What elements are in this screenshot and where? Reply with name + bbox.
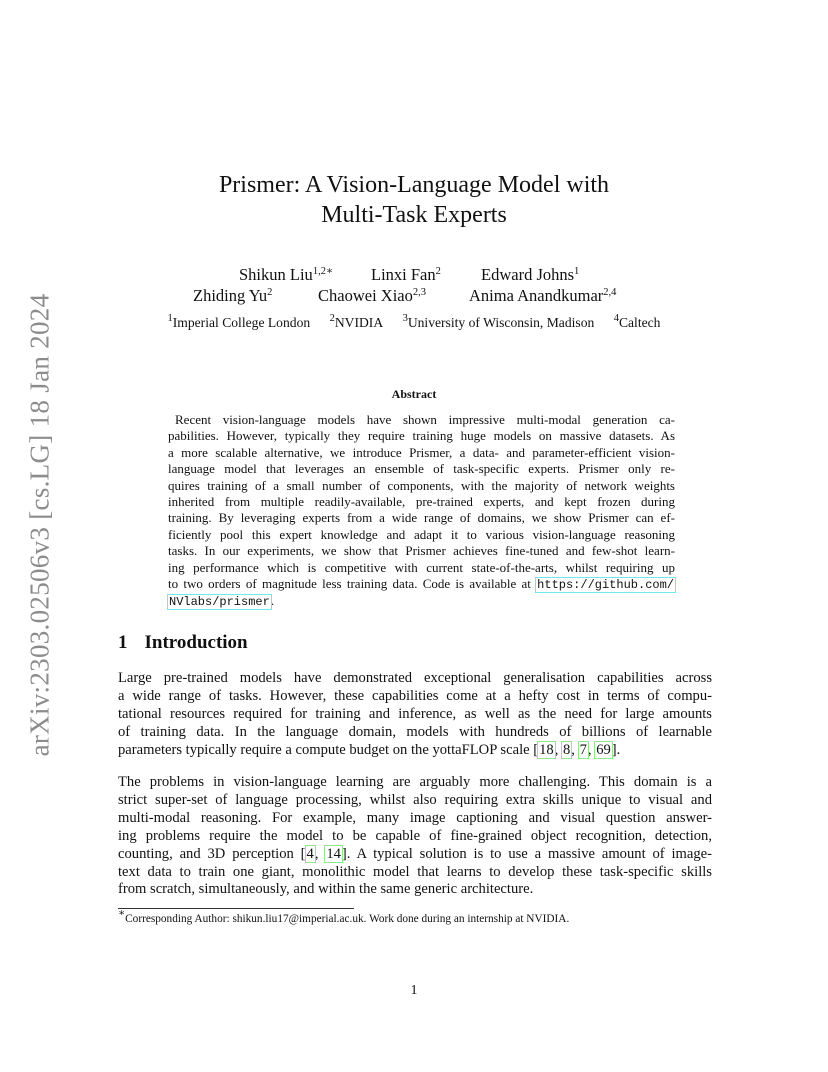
citation-link[interactable]: 69	[596, 741, 611, 758]
footnote	[118, 908, 570, 925]
author-sup: 1	[574, 266, 580, 277]
paragraph-line: text data to train one giant, monolithic model that learns to develop these task-specific skills	[118, 863, 712, 880]
page-number: 1	[410, 983, 418, 998]
abstract-line: Recent vision-language models have shown impressive multi-modal generation ca-	[175, 412, 675, 427]
affiliation-1: $^1$Imperial College London	[167, 313, 311, 330]
author-2	[371, 265, 441, 285]
intro-paragraph-1	[118, 670, 712, 760]
abstract-line: language model that leverages an ensemble of task-specific experts. Prismer only re-	[168, 461, 675, 477]
title-line-2: Multi-Task Experts	[321, 202, 507, 228]
abstract-line: a more scalable alternative, we introduce Prismer, a data- and parameter-efficient vision-	[168, 444, 675, 460]
footnote-marker: ∗	[118, 908, 126, 919]
paragraph-line: counting, and 3D perception [4, 14]. A typical solution is to use a massive amount of image-	[118, 845, 713, 862]
intro-paragraph-2	[118, 774, 712, 899]
citation-link[interactable]: 4	[306, 845, 314, 862]
abstract-line: tasks. In our experiments, we show that Prismer achieves fine-tuned and few-shot learn-	[168, 543, 675, 559]
title-line-1: Prismer: A Vision-Language Model with	[218, 172, 610, 198]
author-name: Chaowei Xiao	[318, 286, 413, 305]
footnote-rule	[118, 908, 354, 909]
abstract-line: quires training of a small number of components, with the majority of network weights	[168, 477, 675, 493]
author-name: Edward Johns	[481, 265, 575, 284]
paragraph-line: multi-modal reasoning. For example, many image captioning and visual question answer-	[118, 809, 712, 826]
paragraph-line: parameters typically require a compute budget on the yottaFLOP scale [18, 8, 7, 69].	[118, 741, 621, 758]
author-1	[239, 265, 333, 285]
author-name: Linxi Fan	[371, 265, 436, 284]
abstract-line: pabilities. However, typically they require training huge models on massive datasets. As	[168, 428, 675, 444]
abstract-line: ficiently pool this expert knowledge and adapt it to various vision-language reasoning	[168, 526, 675, 542]
author-4	[193, 286, 272, 306]
citation-link[interactable]: 14	[326, 845, 341, 862]
arxiv-stamp-text: arXiv:2303.02506v3 [cs.LG] 18 Jan 2024	[24, 293, 55, 757]
paragraph-line: ing problems require the model to be capable of fine-grained object recognition, detection,	[118, 827, 712, 844]
affiliation-3: $^3$University of Wisconsin, Madison	[402, 313, 595, 330]
author-5	[318, 286, 426, 306]
abstract-line: NVlabs/prismer.	[169, 593, 275, 610]
affiliations	[0, 315, 828, 331]
paper-title	[0, 170, 828, 230]
arxiv-stamp	[24, 293, 55, 757]
github-link[interactable]: https://github.com/	[537, 578, 674, 593]
author-sup: 2	[435, 266, 441, 277]
abstract-line: to two orders of magnitude less training data. Code is available at https://github.com/	[168, 576, 674, 593]
paragraph-line: of training data. In the language domain, models with hundreds of billions of learnable	[118, 723, 712, 740]
affiliation-4: $^4$Caltech	[613, 313, 661, 330]
author-name: Zhiding Yu	[193, 286, 268, 305]
abstract-line: ing performance which is competitive with current state-of-the-arts, whilst requiring up	[168, 559, 675, 575]
affiliation-2: $^2$NVIDIA	[329, 313, 384, 330]
section-heading	[118, 632, 248, 654]
author-6	[469, 286, 616, 306]
citation-link[interactable]: 7	[579, 741, 587, 758]
citation-link[interactable]: 18	[539, 741, 554, 758]
author-sup: 2,4	[603, 287, 617, 298]
footnote-text: Corresponding Author: shikun.liu17@imperial.ac.uk. Work done during an internship at NVIDIA.	[125, 913, 570, 925]
paragraph-line: strict super-set of language processing, whilst also requiring extra skills unique to visual and	[118, 791, 712, 808]
paragraph-line: The problems in vision-language learning are arguably more challenging. This domain is a	[118, 774, 712, 790]
citation-link[interactable]: 8	[563, 741, 571, 758]
author-name: Anima Anandkumar	[469, 286, 604, 305]
abstract-line: training. By leveraging experts from a wide range of domains, we show Prismer can ef-	[168, 510, 675, 526]
section-title: Introduction	[144, 632, 248, 653]
paragraph-line: tational resources required for training and inference, as well as the need for large amounts	[118, 705, 712, 722]
author-sup: 1,2∗	[312, 266, 334, 277]
section-number: 1	[118, 632, 128, 653]
paragraph-line: a wide range of tasks. However, these capabilities come at a hefty cost in terms of compu-	[118, 687, 712, 704]
github-link-continued[interactable]: NVlabs/prismer	[169, 595, 270, 610]
abstract-line: inherited from multiple readily-available, pre-trained experts, and kept frozen during	[168, 494, 675, 510]
paragraph-line: from scratch, simultaneously, and within the same generic architecture.	[118, 881, 534, 898]
paragraph-line: Large pre-trained models have demonstrated exceptional generalisation capabilities across	[118, 670, 712, 686]
author-3	[481, 265, 579, 285]
author-sup: 2,3	[412, 287, 426, 298]
abstract-heading: Abstract	[391, 387, 437, 401]
abstract-body	[168, 412, 675, 611]
author-name: Shikun Liu	[239, 265, 313, 284]
author-sup: 2	[267, 287, 273, 298]
